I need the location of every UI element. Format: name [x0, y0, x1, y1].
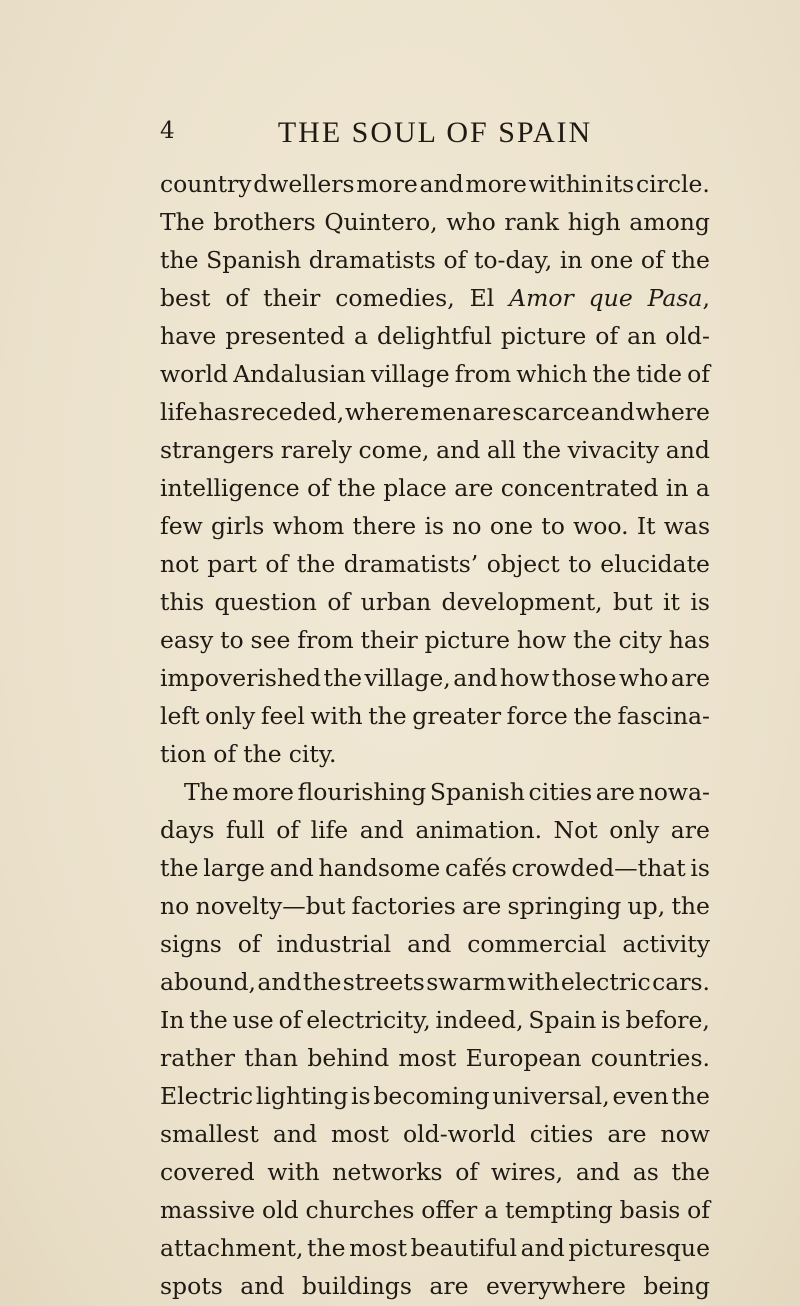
- word: see: [250, 626, 291, 654]
- word: most: [398, 1044, 457, 1072]
- word: spots: [160, 1272, 223, 1300]
- word: dwellers: [253, 170, 355, 198]
- word: being: [643, 1272, 710, 1300]
- word: cities: [529, 1120, 594, 1148]
- word: large: [203, 854, 265, 882]
- word: no: [160, 892, 190, 920]
- word: has: [198, 398, 240, 426]
- word: the: [296, 550, 336, 578]
- word: signs: [160, 930, 222, 958]
- word: vivacity: [567, 436, 660, 464]
- word: up,: [627, 892, 666, 920]
- word: of: [640, 246, 664, 274]
- word: high: [567, 208, 621, 236]
- word: within: [528, 170, 604, 198]
- text-line: [160, 317, 710, 355]
- word: of: [443, 246, 467, 274]
- word: all: [486, 436, 516, 464]
- word: one: [590, 246, 634, 274]
- word: more: [465, 170, 527, 198]
- word: in: [665, 474, 689, 502]
- word: the: [592, 360, 631, 388]
- word: It: [636, 512, 656, 540]
- word: are: [472, 398, 512, 426]
- word: and: [269, 854, 314, 882]
- text-line: [160, 165, 710, 203]
- word: networks: [332, 1158, 443, 1186]
- word: Spain: [528, 1006, 597, 1034]
- text-line-with-title: [160, 279, 710, 317]
- word: old-: [665, 322, 710, 350]
- word: abound,: [160, 968, 256, 996]
- word: animation.: [415, 816, 543, 844]
- word: Spanish: [429, 778, 525, 806]
- word: as: [632, 1158, 659, 1186]
- word: feel: [260, 702, 305, 730]
- word: churches: [305, 1196, 415, 1224]
- word: Quintero,: [324, 208, 438, 236]
- word: was: [663, 512, 710, 540]
- word: the: [307, 1234, 346, 1262]
- word: cities: [528, 778, 593, 806]
- word: city: [618, 626, 662, 654]
- word: now: [660, 1120, 710, 1148]
- word: there: [352, 512, 417, 540]
- word: of: [307, 474, 330, 502]
- word: handsome: [318, 854, 441, 882]
- word: the: [302, 968, 342, 996]
- word: the: [671, 1158, 710, 1186]
- word: are: [462, 892, 502, 920]
- text-line: [160, 735, 710, 773]
- word: force: [506, 702, 568, 730]
- word: and: [665, 436, 710, 464]
- word: come,: [358, 436, 430, 464]
- word: behind: [307, 1044, 390, 1072]
- word: tide: [636, 360, 683, 388]
- word: village,: [364, 664, 451, 692]
- word: one: [489, 512, 534, 540]
- word: Not: [553, 816, 598, 844]
- word: covered: [160, 1158, 255, 1186]
- word: Andalusian: [233, 360, 366, 388]
- word: rather: [160, 1044, 235, 1072]
- word: scarce: [512, 398, 590, 426]
- word: the: [160, 246, 199, 274]
- word: smallest: [160, 1120, 259, 1148]
- text-line: [160, 659, 710, 697]
- word: picturesque: [568, 1234, 710, 1262]
- text-line: [160, 1115, 710, 1153]
- word: to-day,: [473, 246, 553, 274]
- text-line: [160, 1229, 710, 1267]
- word: is: [351, 1082, 371, 1110]
- page-number: 4: [160, 118, 175, 144]
- word: electric: [560, 968, 651, 996]
- word: strangers: [160, 436, 275, 464]
- word: Amor: [509, 284, 574, 312]
- word: old-world: [402, 1120, 516, 1148]
- word: are: [429, 1272, 469, 1300]
- word: even: [612, 1082, 669, 1110]
- word: and: [436, 436, 481, 464]
- word: the: [160, 854, 199, 882]
- word: easy: [160, 626, 214, 654]
- word: universal,: [492, 1082, 610, 1110]
- word: world: [160, 360, 229, 388]
- word: comedies,: [335, 284, 455, 312]
- word: dramatists: [308, 246, 436, 274]
- word: best: [160, 284, 211, 312]
- word: and: [272, 1120, 318, 1148]
- word: of: [455, 1158, 479, 1186]
- word: rank: [504, 208, 560, 236]
- word: of: [213, 740, 237, 768]
- word: where: [344, 398, 420, 426]
- word: not: [160, 550, 199, 578]
- word: El: [469, 284, 495, 312]
- word: streets: [342, 968, 425, 996]
- word: with: [310, 702, 363, 730]
- page-header: [160, 116, 710, 156]
- word: Electric: [160, 1082, 254, 1110]
- word: question: [214, 588, 317, 616]
- word: who: [618, 664, 669, 692]
- word: those: [551, 664, 617, 692]
- body-text: [160, 165, 710, 1305]
- word: country: [160, 170, 252, 198]
- word: tion: [160, 740, 207, 768]
- text-line: [160, 469, 710, 507]
- word: left: [160, 702, 200, 730]
- word: it: [663, 588, 680, 616]
- word: Spanish: [206, 246, 302, 274]
- word: and: [359, 816, 404, 844]
- word: have: [160, 322, 217, 350]
- word: buildings: [301, 1272, 412, 1300]
- word: place: [383, 474, 447, 502]
- word: Pasa,: [647, 284, 710, 312]
- word: object: [486, 550, 560, 578]
- word: of: [265, 550, 289, 578]
- word: most: [331, 1120, 389, 1148]
- word: wires,: [490, 1158, 564, 1186]
- word: in: [559, 246, 583, 274]
- text-line: [160, 1077, 710, 1115]
- text-line: [160, 583, 710, 621]
- text-line: [160, 507, 710, 545]
- word: more: [232, 778, 294, 806]
- word: springing: [507, 892, 622, 920]
- word: who: [446, 208, 496, 236]
- word: and: [257, 968, 302, 996]
- word: urban: [360, 588, 432, 616]
- word: old: [261, 1196, 299, 1224]
- word: to: [541, 512, 565, 540]
- word: becoming: [373, 1082, 490, 1110]
- word: nowa-: [638, 778, 710, 806]
- text-line: [160, 925, 710, 963]
- word: its: [605, 170, 635, 198]
- word: are: [670, 664, 710, 692]
- word: and: [590, 398, 635, 426]
- word: with: [507, 968, 560, 996]
- word: The: [184, 778, 229, 806]
- word: cafés: [444, 854, 507, 882]
- word: the: [671, 1082, 710, 1110]
- word: and: [419, 170, 464, 198]
- word: and: [520, 1234, 565, 1262]
- word: the: [243, 740, 282, 768]
- word: are: [607, 1120, 647, 1148]
- word: rarely: [280, 436, 352, 464]
- word: how: [516, 626, 567, 654]
- word: but: [613, 588, 653, 616]
- word: of: [687, 1196, 710, 1224]
- word: of: [237, 930, 261, 958]
- word: the: [573, 702, 612, 730]
- word: a: [695, 474, 710, 502]
- word: the: [337, 474, 376, 502]
- word: than: [244, 1044, 299, 1072]
- word: an: [627, 322, 657, 350]
- text-line: [160, 1191, 710, 1229]
- word: no: [452, 512, 482, 540]
- word: woo.: [573, 512, 629, 540]
- text-line: [160, 545, 710, 583]
- word: industrial: [276, 930, 392, 958]
- word: are: [454, 474, 494, 502]
- word: is: [690, 588, 710, 616]
- word: has: [668, 626, 710, 654]
- word: the: [671, 246, 710, 274]
- word: before,: [625, 1006, 710, 1034]
- word: only: [205, 702, 256, 730]
- text-line: [160, 241, 710, 279]
- text-line: [160, 203, 710, 241]
- word: factories: [351, 892, 456, 920]
- word: cars.: [652, 968, 710, 996]
- text-line: [160, 697, 710, 735]
- word: city.: [288, 740, 337, 768]
- running-head: THE SOUL OF SPAIN: [277, 116, 593, 149]
- word: girls: [210, 512, 265, 540]
- word: and: [407, 930, 452, 958]
- text-line: [160, 621, 710, 659]
- word: activity: [622, 930, 710, 958]
- word: countries.: [590, 1044, 710, 1072]
- word: picture: [500, 322, 587, 350]
- word: whom: [272, 512, 345, 540]
- word: is: [424, 512, 445, 540]
- word: days: [160, 816, 215, 844]
- word: and: [240, 1272, 285, 1300]
- word: European: [465, 1044, 582, 1072]
- word: attachment,: [160, 1234, 304, 1262]
- word: are: [670, 816, 710, 844]
- word: their: [360, 626, 418, 654]
- word: presented: [225, 322, 345, 350]
- text-line: [160, 393, 710, 431]
- word: lighting: [255, 1082, 349, 1110]
- word: a: [353, 322, 368, 350]
- word: use: [232, 1006, 274, 1034]
- word: flourishing: [297, 778, 427, 806]
- word: full: [225, 816, 265, 844]
- word: swarm: [426, 968, 506, 996]
- word: indeed,: [435, 1006, 524, 1034]
- text-line: [160, 811, 710, 849]
- word: and: [453, 664, 498, 692]
- word: elucidate: [600, 550, 710, 578]
- word: life: [160, 398, 198, 426]
- word: a: [484, 1196, 499, 1224]
- word: dramatists’: [343, 550, 479, 578]
- word: to: [568, 550, 592, 578]
- word: delightful: [376, 322, 492, 350]
- word: electricity,: [306, 1006, 431, 1034]
- word: fascina-: [617, 702, 710, 730]
- word: concentrated: [500, 474, 659, 502]
- word: of: [225, 284, 249, 312]
- word: development,: [441, 588, 603, 616]
- word: que: [588, 284, 633, 312]
- text-line: [160, 1039, 710, 1077]
- word: from: [297, 626, 354, 654]
- word: circle.: [635, 170, 710, 198]
- word: picture: [424, 626, 511, 654]
- word: men: [420, 398, 472, 426]
- word: The: [160, 208, 205, 236]
- word: to: [220, 626, 244, 654]
- word: and: [575, 1158, 621, 1186]
- word: the: [189, 1006, 228, 1034]
- word: most: [349, 1234, 408, 1262]
- word: the: [323, 664, 363, 692]
- word: life: [310, 816, 349, 844]
- word: intelligence: [160, 474, 300, 502]
- word: of: [276, 816, 300, 844]
- word: few: [160, 512, 203, 540]
- word: brothers: [213, 208, 316, 236]
- text-line: [160, 431, 710, 469]
- word: the: [573, 626, 612, 654]
- word: receded,: [240, 398, 345, 426]
- text-line: [160, 849, 710, 887]
- word: which: [516, 360, 588, 388]
- word: with: [267, 1158, 320, 1186]
- text-line: [160, 1267, 710, 1305]
- word: of: [687, 360, 710, 388]
- text-line: [160, 355, 710, 393]
- word: novelty—but: [195, 892, 346, 920]
- word: beautiful: [410, 1234, 518, 1262]
- text-line: [160, 887, 710, 925]
- word: offer: [421, 1196, 478, 1224]
- word: their: [263, 284, 321, 312]
- word: part: [207, 550, 257, 578]
- word: tempting: [504, 1196, 613, 1224]
- word: of: [278, 1006, 302, 1034]
- word: among: [629, 208, 710, 236]
- word: everywhere: [485, 1272, 626, 1300]
- word: village: [370, 360, 450, 388]
- word: the: [671, 892, 710, 920]
- text-line: [160, 773, 710, 811]
- word: from: [454, 360, 512, 388]
- word: the: [522, 436, 562, 464]
- word: crowded—that: [511, 854, 686, 882]
- word: are: [595, 778, 635, 806]
- word: of: [595, 322, 619, 350]
- word: In: [160, 1006, 185, 1034]
- word: is: [601, 1006, 621, 1034]
- text-line: [160, 963, 710, 1001]
- word: more: [356, 170, 418, 198]
- word: is: [690, 854, 710, 882]
- word: greater: [412, 702, 502, 730]
- word: how: [499, 664, 550, 692]
- word: of: [327, 588, 351, 616]
- word: basis: [619, 1196, 681, 1224]
- text-line: [160, 1001, 710, 1039]
- word: only: [609, 816, 660, 844]
- word: massive: [160, 1196, 256, 1224]
- word: where: [635, 398, 710, 426]
- word: this: [160, 588, 205, 616]
- text-line: [160, 1153, 710, 1191]
- word: the: [368, 702, 407, 730]
- word: commercial: [467, 930, 607, 958]
- word: impoverished: [160, 664, 322, 692]
